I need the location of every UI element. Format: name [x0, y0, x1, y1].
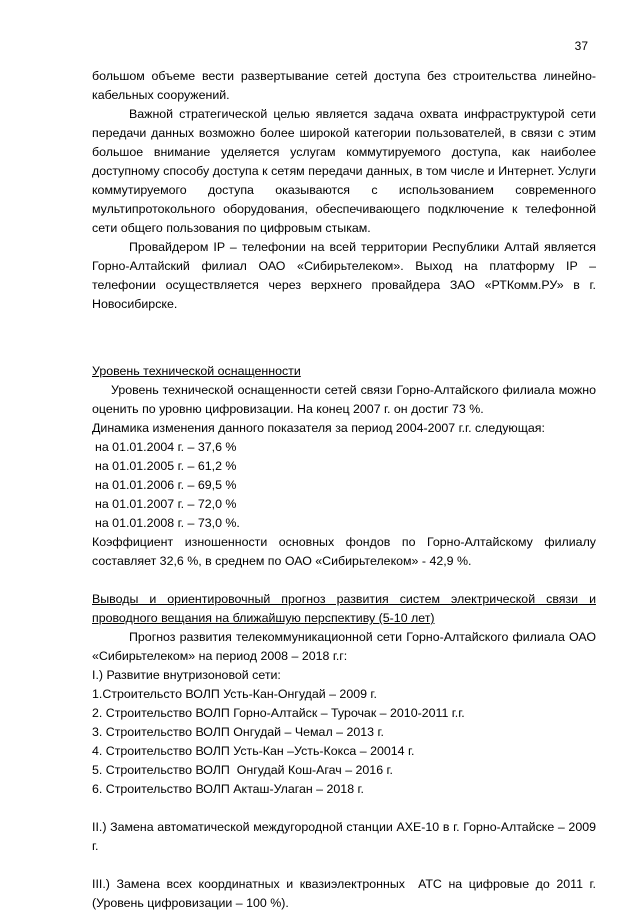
forecast-list-item: 1.Строительсто ВОЛП Усть-Кан-Онгудай – 2009 г.: [92, 687, 377, 701]
forecast-subsection-2: II.) Замена автоматической междугородной станции АХЕ-10 в г. Горно-Алтайске – 2009 г.: [92, 820, 596, 853]
forecast-list-item: 3. Строительство ВОЛП Онгудай – Чемал – 2013 г.: [92, 725, 384, 739]
stat-line: на 01.01.2004 г. – 37,6 %: [95, 440, 237, 454]
intro-paragraph-1: большом объеме вести развертывание сетей доступа без строительства линейно-кабельных сооружений.: [92, 69, 596, 102]
document-body: [92, 67, 600, 913]
forecast-section-heading: Выводы и ориентировочный прогноз развития систем электрической связи и проводного вещания на ближайшую перспективу (5-10 лет): [92, 592, 596, 625]
intro-paragraph-3: Провайдером IP – телефонии на всей территории Республики Алтай является Горно-Алтайский филиал ОАО «Сибирьтелеком». Выход на платформу IP – телефонии осуществляется через верхнего провайдера ЗАО «РТКомм.РУ» в г. Новосибирске.: [92, 240, 596, 311]
forecast-intro: Прогноз развития телекоммуникационной сети Горно-Алтайского филиала ОАО «Сибирьтелеком» на период 2008 – 2018 г.г:: [92, 630, 596, 663]
forecast-subsection-3: III.) Замена всех координатных и квазиэлектронных АТС на цифровые до 2011 г. (Уровень цифровизации – 100 %).: [92, 877, 600, 910]
tech-paragraph-2: Динамика изменения данного показателя за период 2004-2007 г.г. следующая:: [92, 421, 545, 435]
stat-line: на 01.01.2007 г. – 72,0 %: [95, 497, 237, 511]
stat-line: на 01.01.2008 г. – 73,0 %.: [95, 516, 240, 530]
tech-paragraph-1: Уровень технической оснащенности сетей связи Горно-Алтайского филиала можно оценить по уровню цифровизации. На конец 2007 г. он достиг 73 %.: [92, 383, 596, 416]
intro-paragraph-2: Важной стратегической целью является задача охвата инфраструктурой сети передачи данных возможно более широкой категории пользователей, в связи с этим большое внимание уделяется услугам коммутируемого доступа, как наиболее доступному способу доступа к сетям передачи данных, в том числе и Интернет. Услуги коммутируемого доступа оказываются с использованием современного мультипротокольного оборудования, обеспечивающего подключение к телефонной сети общего пользования по цифровым стыкам.: [92, 107, 596, 235]
stat-line: на 01.01.2005 г. – 61,2 %: [95, 459, 237, 473]
tech-paragraph-3: Коэффициент изношенности основных фондов по Горно-Алтайскому филиалу составляет 32,6 %, в среднем по ОАО «Сибирьтелеком» - 42,9 %.: [92, 535, 596, 568]
tech-section-heading: Уровень технической оснащенности: [92, 364, 301, 378]
forecast-list-item: 6. Строительство ВОЛП Акташ-Улаган – 2018 г.: [92, 782, 364, 796]
forecast-subsection-1-title: I.) Развитие внутризоновой сети:: [92, 668, 281, 682]
stat-line: на 01.01.2006 г. – 69,5 %: [95, 478, 237, 492]
forecast-list-item: 4. Строительство ВОЛП Усть-Кан –Усть-Кокса – 20014 г.: [92, 744, 415, 758]
forecast-list-item: 5. Строительство ВОЛП Онгудай Кош-Агач – 2016 г.: [92, 763, 393, 777]
page-number: 37: [574, 39, 588, 53]
forecast-list-item: 2. Строительство ВОЛП Горно-Алтайск – Турочак – 2010-2011 г.г.: [92, 706, 465, 720]
